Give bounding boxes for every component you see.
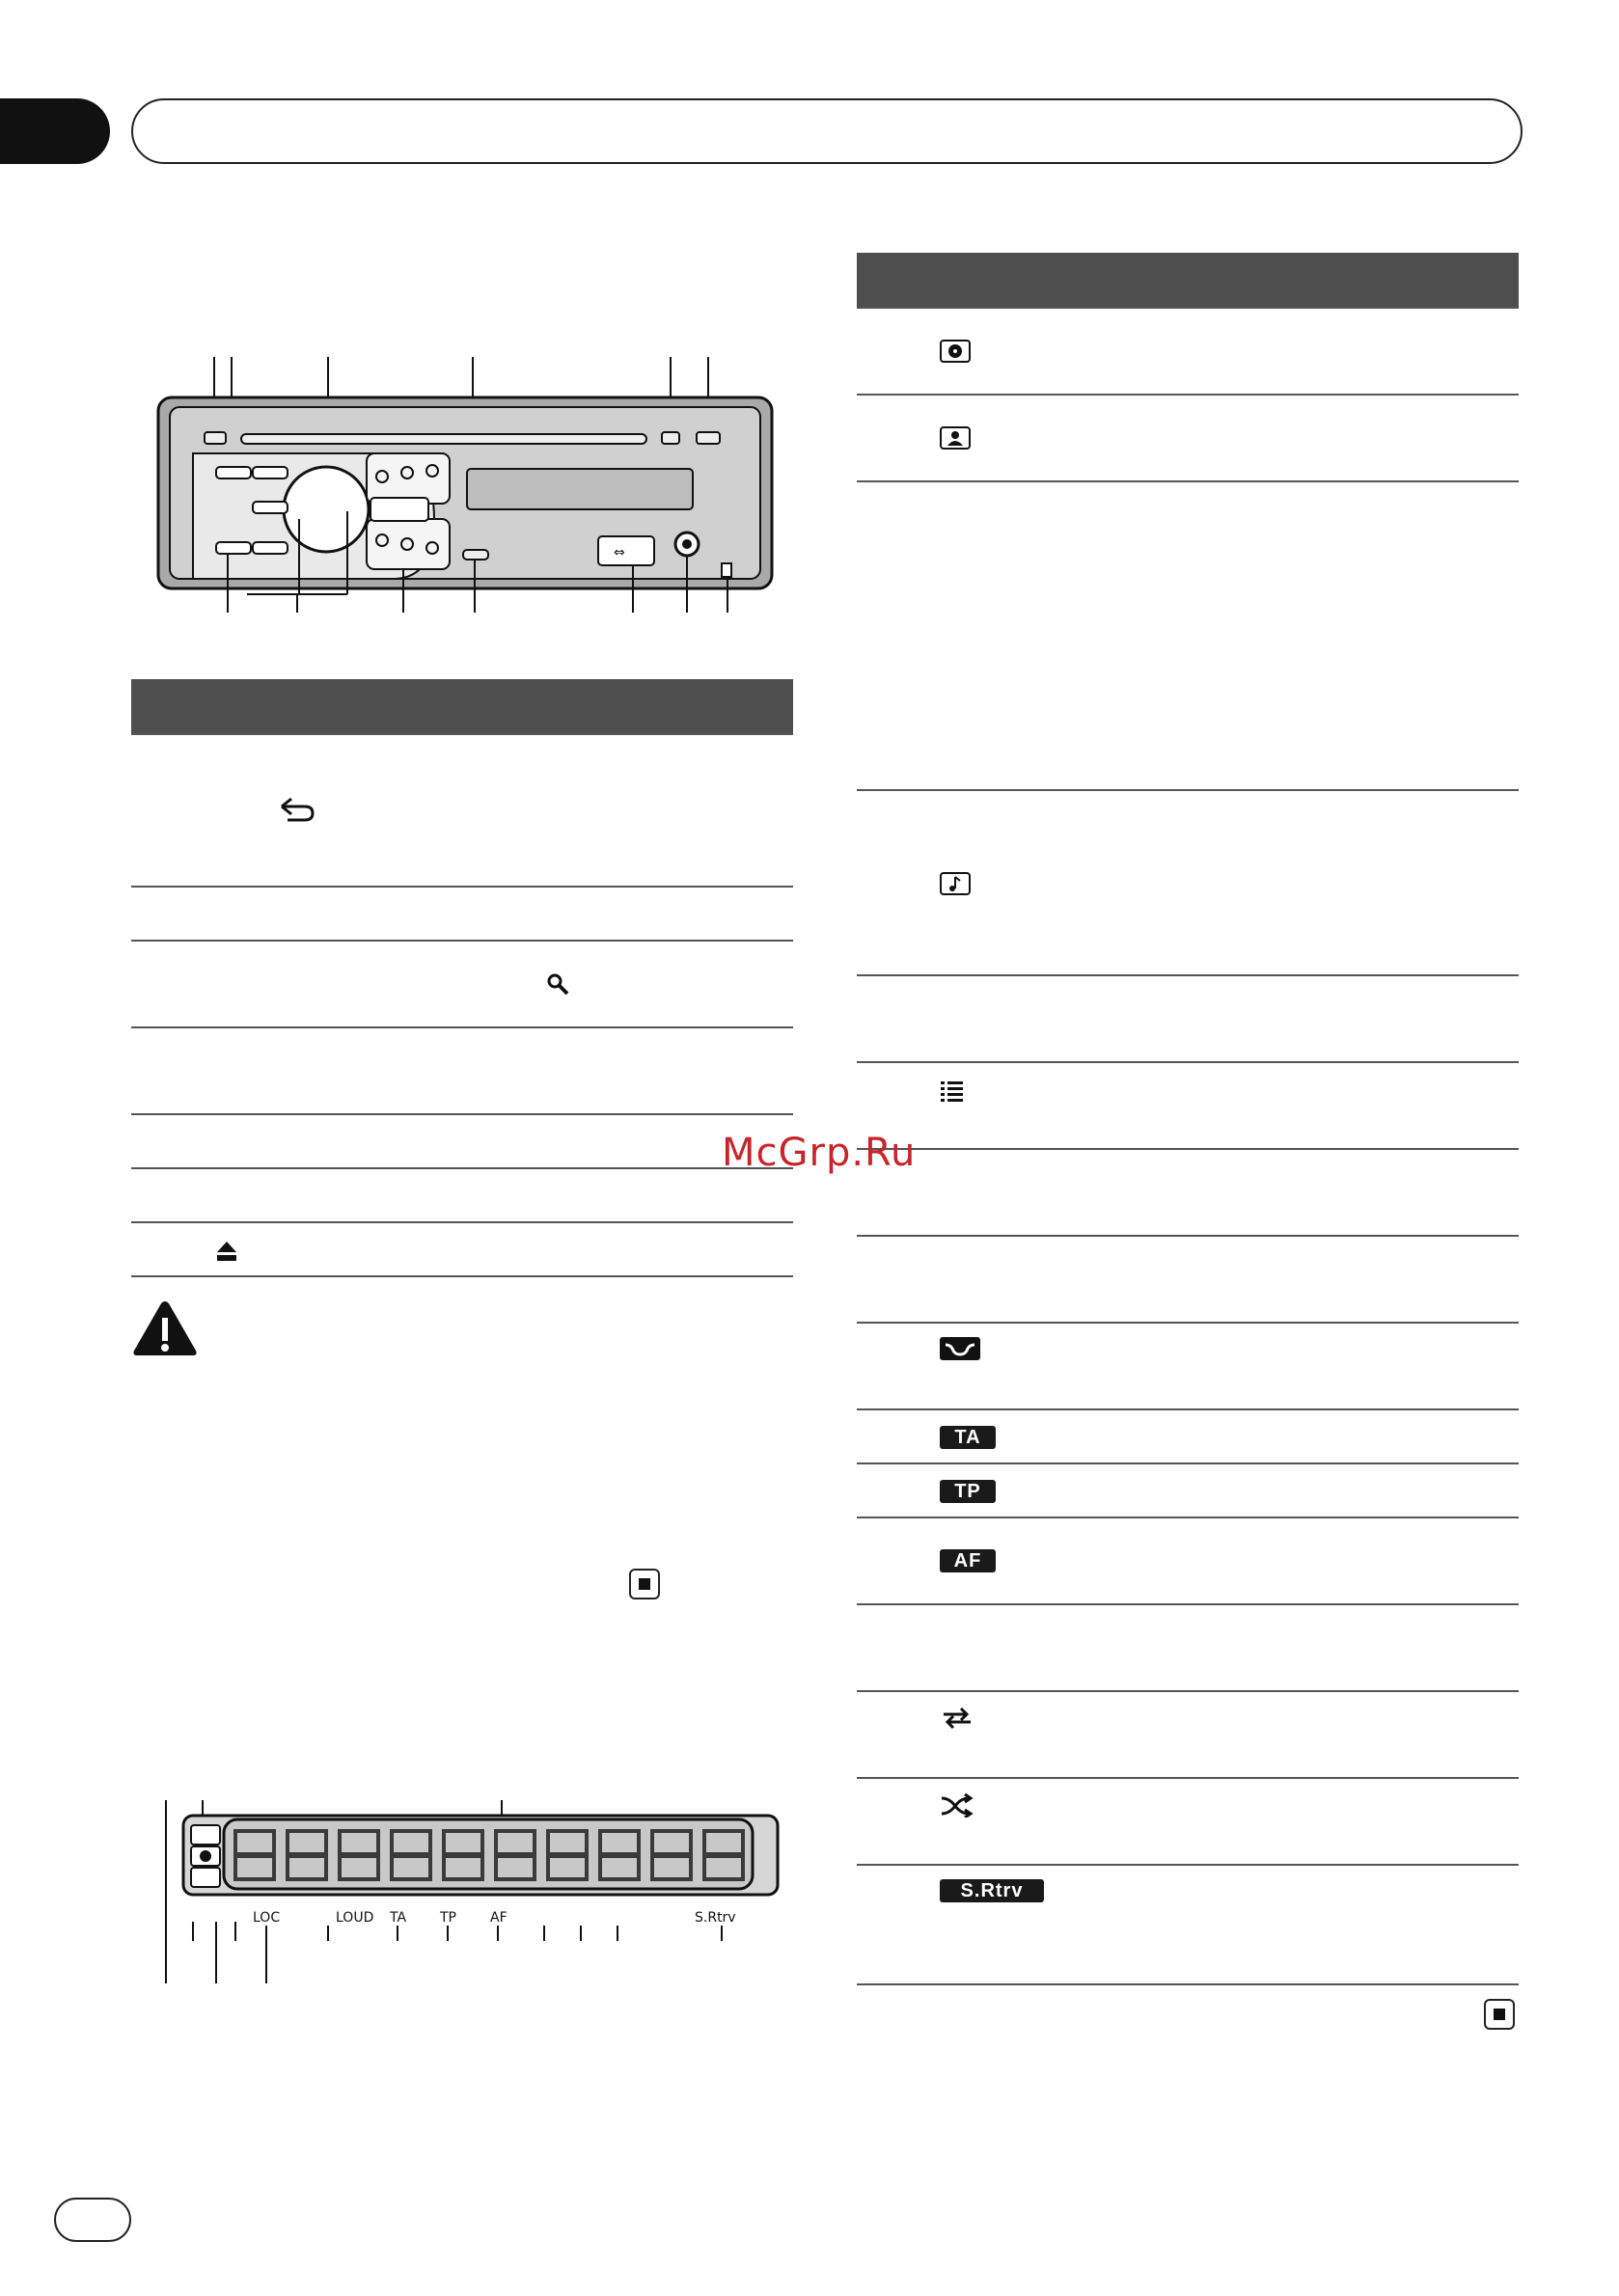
- indicator-tp: TP: [440, 1910, 456, 1926]
- random-icon: [940, 1792, 978, 1818]
- disc-icon: [940, 340, 971, 363]
- artist-icon: [940, 426, 971, 450]
- left-table-rule: [131, 940, 793, 942]
- section-title-bar: [131, 98, 1523, 164]
- chapter-tab: [0, 98, 110, 164]
- left-table-header: [131, 679, 793, 733]
- left-table-rule: [131, 886, 793, 888]
- right-table-rule: [857, 1690, 1519, 1692]
- stop-square-icon: [629, 1569, 660, 1599]
- loudness-icon: [940, 1337, 980, 1360]
- right-table-rule: [857, 789, 1519, 791]
- left-table-rule: [131, 1026, 793, 1028]
- return-arrow-icon: [278, 797, 316, 824]
- right-table-rule: [857, 1864, 1519, 1866]
- display-panel-illustration: [154, 1794, 791, 1997]
- indicator-srtrv: S.Rtrv: [695, 1910, 736, 1926]
- right-table-rule: [857, 1235, 1519, 1237]
- warning-triangle-icon: [131, 1298, 199, 1358]
- indicator-loc: LOC: [253, 1910, 281, 1926]
- af-badge: AF: [940, 1549, 996, 1572]
- right-table-rule: [857, 1408, 1519, 1410]
- right-table-rule: [857, 307, 1519, 309]
- watermark: McGrp.Ru: [722, 1131, 917, 1175]
- left-table-rule: [131, 1113, 793, 1115]
- page-number-pill: [54, 2198, 131, 2242]
- right-table-rule: [857, 1462, 1519, 1464]
- right-table-rule: [857, 480, 1519, 482]
- right-table-rule: [857, 1061, 1519, 1063]
- svg-text:⇔: ⇔: [614, 545, 625, 560]
- head-unit-illustration: [145, 347, 782, 627]
- right-table-rule: [857, 394, 1519, 396]
- right-table-rule: [857, 1148, 1519, 1150]
- indicator-af: AF: [490, 1910, 508, 1926]
- list-icon: [940, 1079, 965, 1102]
- left-table-rule: [131, 733, 793, 735]
- right-table-header: [857, 253, 1519, 307]
- stop-square-icon: [1484, 1999, 1515, 2030]
- left-table-rule: [131, 1221, 793, 1223]
- right-table-rule: [857, 1322, 1519, 1324]
- indicator-loud: LOUD: [336, 1910, 374, 1926]
- indicator-ta: TA: [390, 1910, 407, 1926]
- srtrv-badge: S.Rtrv: [940, 1879, 1044, 1902]
- left-table-rule: [131, 1167, 793, 1169]
- ta-badge: TA: [940, 1426, 996, 1449]
- right-table-rule: [857, 1777, 1519, 1779]
- repeat-icon: [940, 1706, 974, 1731]
- tp-badge: TP: [940, 1480, 996, 1503]
- left-table-rule: [131, 1275, 793, 1277]
- right-table-rule: [857, 1983, 1519, 1985]
- eject-icon: [214, 1239, 239, 1264]
- right-table-rule: [857, 1517, 1519, 1518]
- music-note-icon: [940, 872, 971, 895]
- right-table-rule: [857, 1603, 1519, 1605]
- magnifier-icon: [546, 972, 571, 998]
- right-table-rule: [857, 974, 1519, 976]
